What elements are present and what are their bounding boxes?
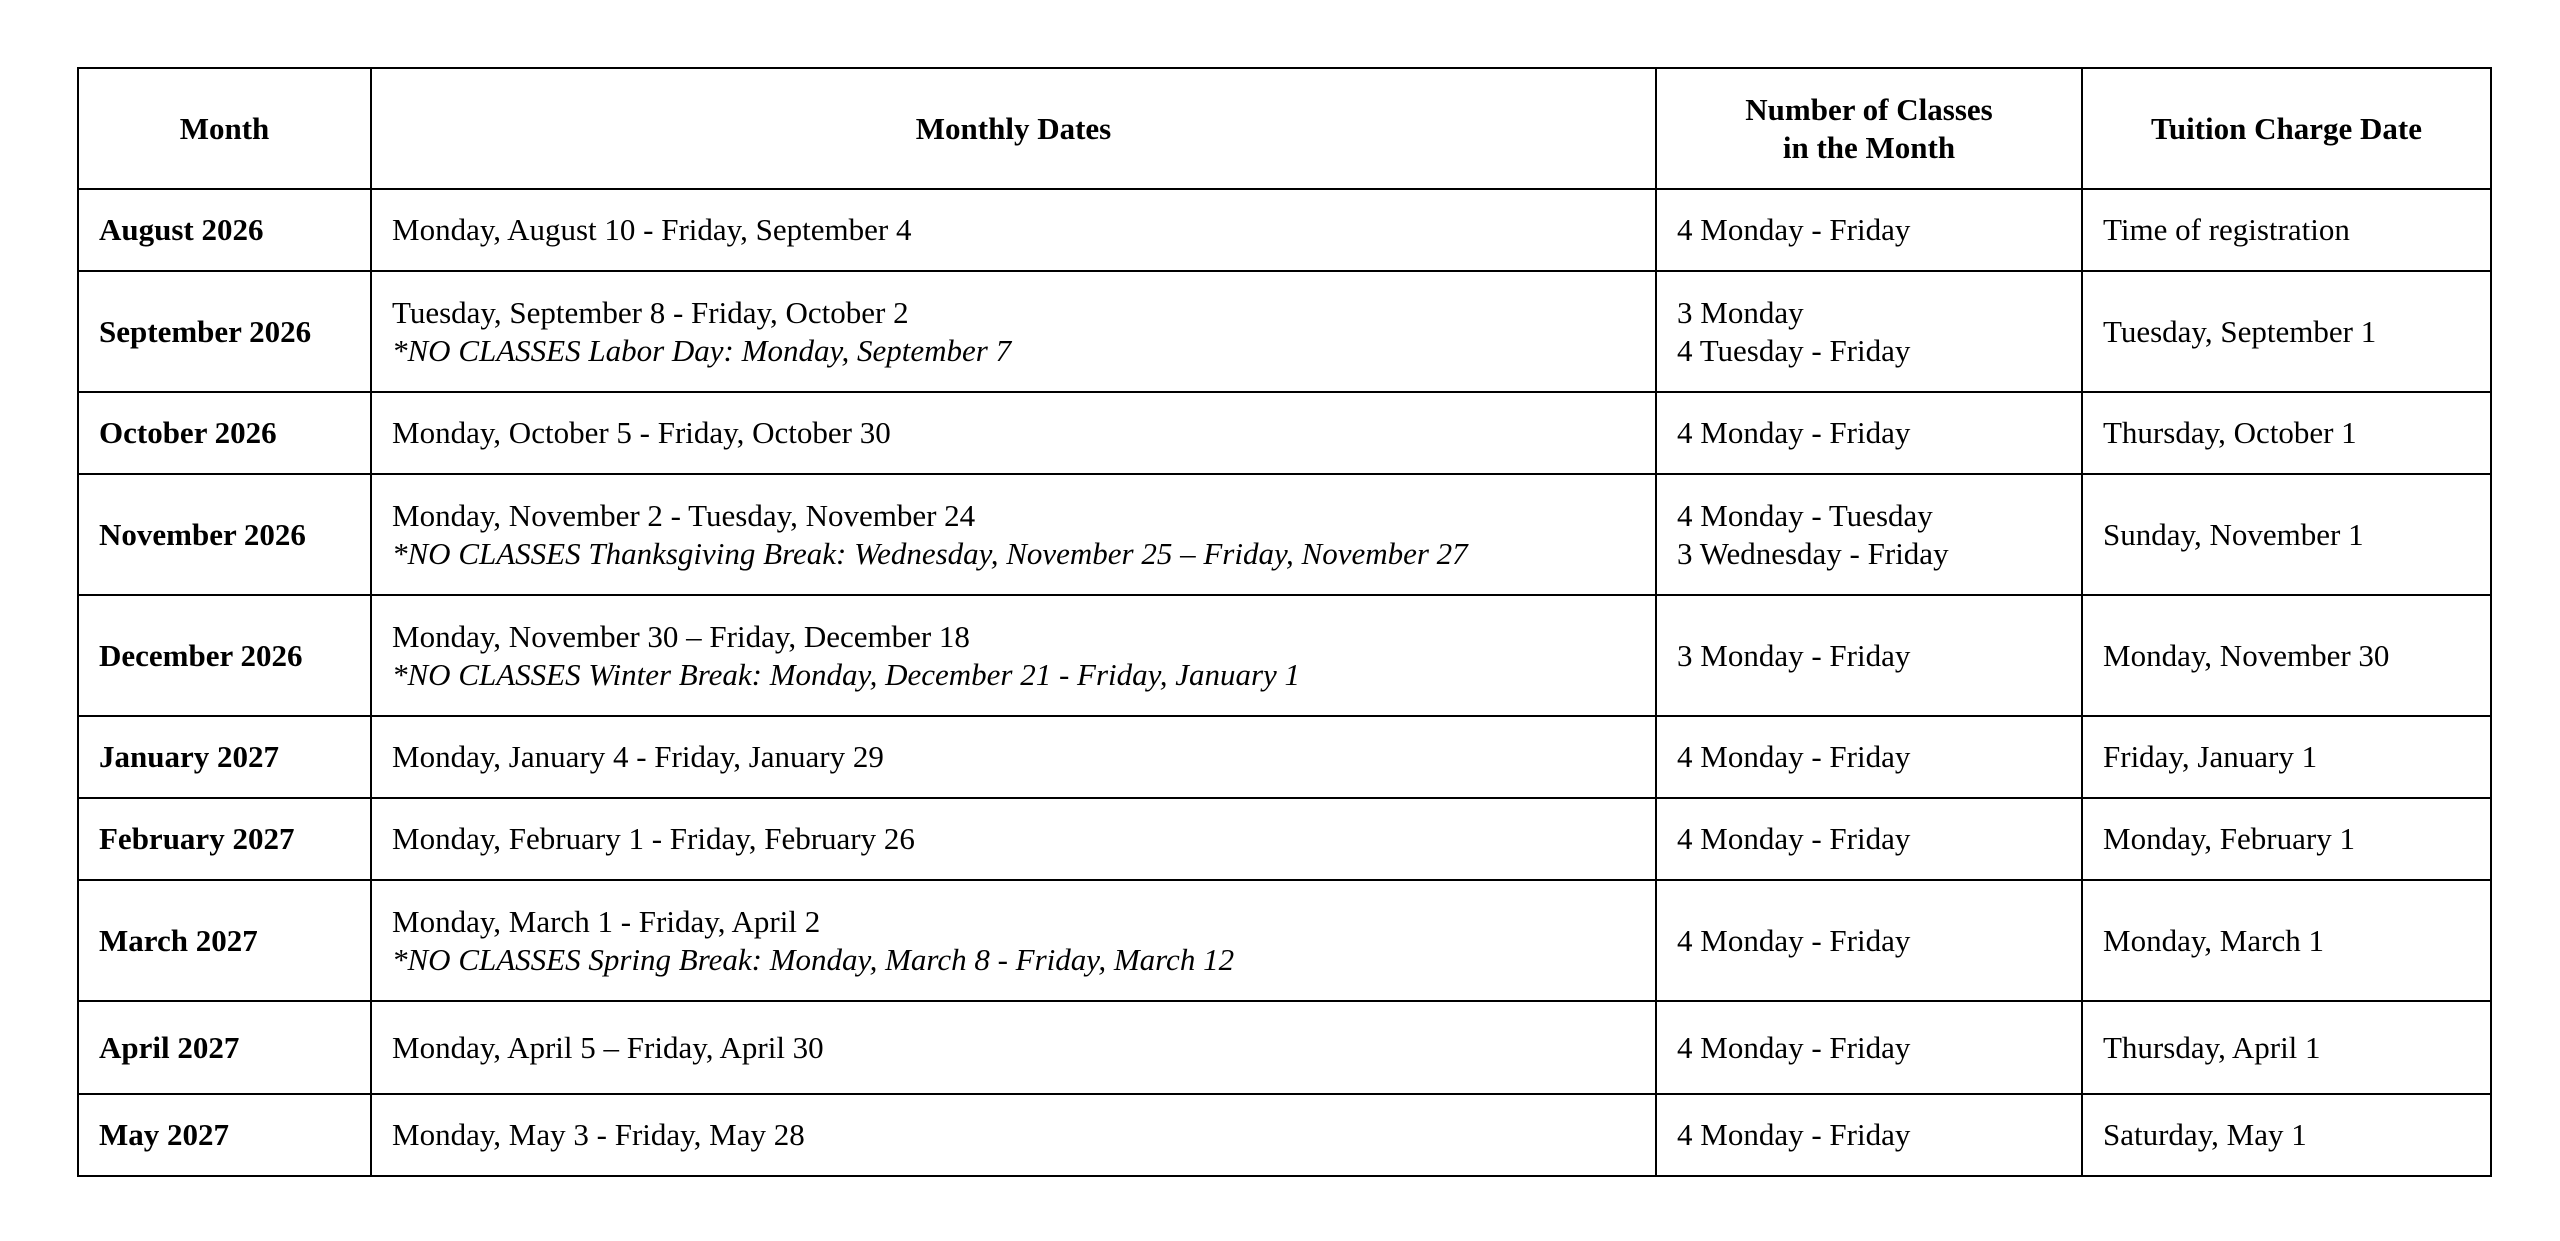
no-classes-note: *NO CLASSES Winter Break: Monday, December 21 - Friday, January 1 xyxy=(392,656,1301,692)
class-count-line: 4 Monday - Friday xyxy=(1677,821,1911,856)
charge-date-cell: Sunday, November 1 xyxy=(2082,474,2491,595)
table-row xyxy=(78,392,2491,474)
month-cell: October 2026 xyxy=(78,392,371,474)
date-range: Monday, March 1 - Friday, April 2 xyxy=(392,903,821,939)
charge-date-cell: Time of registration xyxy=(2082,189,2491,271)
date-range: Monday, February 1 - Friday, February 26 xyxy=(392,821,915,856)
table-row xyxy=(78,798,2491,880)
header-tuition-charge-date: Tuition Charge Date xyxy=(2082,68,2491,189)
monthly-dates-cell xyxy=(371,798,1656,880)
month-cell: March 2027 xyxy=(78,880,371,1001)
date-range: Monday, January 4 - Friday, January 29 xyxy=(392,739,884,774)
month-cell: January 2027 xyxy=(78,716,371,798)
monthly-dates-cell xyxy=(371,595,1656,716)
table-row xyxy=(78,595,2491,716)
month-cell: August 2026 xyxy=(78,189,371,271)
month-cell: September 2026 xyxy=(78,271,371,392)
class-count-line: 4 Monday - Friday xyxy=(1677,1029,1911,1065)
class-count-line: 3 Wednesday - Friday xyxy=(1677,535,1949,571)
class-count-cell xyxy=(1656,880,2082,1001)
class-count-cell xyxy=(1656,189,2082,271)
charge-date-cell: Thursday, April 1 xyxy=(2082,1001,2491,1094)
class-count-line: 3 Monday - Friday xyxy=(1677,637,1911,673)
no-classes-note: *NO CLASSES Labor Day: Monday, September 7 xyxy=(392,332,1012,368)
class-count-line: 3 Monday xyxy=(1677,294,1804,330)
class-count-cell xyxy=(1656,392,2082,474)
table-row xyxy=(78,474,2491,595)
charge-date-cell: Thursday, October 1 xyxy=(2082,392,2491,474)
no-classes-note: *NO CLASSES Spring Break: Monday, March 8 - Friday, March 12 xyxy=(392,941,1235,977)
charge-date-cell: Monday, November 30 xyxy=(2082,595,2491,716)
header-number-of-classes-line1: Number of Classes xyxy=(1745,91,1993,127)
header-number-of-classes-line2: in the Month xyxy=(1782,129,1956,165)
class-count-cell xyxy=(1656,595,2082,716)
date-range: Monday, April 5 – Friday, April 30 xyxy=(392,1029,824,1065)
date-range: Monday, October 5 - Friday, October 30 xyxy=(392,415,891,450)
date-range: Tuesday, September 8 - Friday, October 2 xyxy=(392,294,909,330)
class-count-line: 4 Monday - Friday xyxy=(1677,415,1911,450)
header-number-of-classes xyxy=(1656,68,2082,189)
class-count-cell xyxy=(1656,271,2082,392)
charge-date-cell: Tuesday, September 1 xyxy=(2082,271,2491,392)
monthly-dates-cell xyxy=(371,474,1656,595)
monthly-dates-cell xyxy=(371,1001,1656,1094)
date-range: Monday, August 10 - Friday, September 4 xyxy=(392,212,912,247)
date-range: Monday, November 30 – Friday, December 18 xyxy=(392,618,970,654)
table-row xyxy=(78,1094,2491,1176)
charge-date-cell: Friday, January 1 xyxy=(2082,716,2491,798)
month-cell: February 2027 xyxy=(78,798,371,880)
date-range: Monday, November 2 - Tuesday, November 24 xyxy=(392,497,976,533)
class-count-line: 4 Monday - Friday xyxy=(1677,739,1911,774)
class-count-cell xyxy=(1656,474,2082,595)
header-month: Month xyxy=(78,68,371,189)
no-classes-note: *NO CLASSES Thanksgiving Break: Wednesday, November 25 – Friday, November 27 xyxy=(392,535,1468,571)
table-row xyxy=(78,271,2491,392)
date-range: Monday, May 3 - Friday, May 28 xyxy=(392,1117,805,1152)
monthly-dates-cell xyxy=(371,880,1656,1001)
tuition-schedule-table xyxy=(77,67,2492,1177)
charge-date-cell: Monday, March 1 xyxy=(2082,880,2491,1001)
monthly-dates-cell xyxy=(371,392,1656,474)
monthly-dates-cell xyxy=(371,1094,1656,1176)
class-count-line: 4 Monday - Friday xyxy=(1677,922,1911,958)
table-row xyxy=(78,1001,2491,1094)
header-monthly-dates: Monthly Dates xyxy=(371,68,1656,189)
header-row xyxy=(78,68,2491,189)
table-row xyxy=(78,880,2491,1001)
class-count-line: 4 Monday - Friday xyxy=(1677,212,1911,247)
month-cell: April 2027 xyxy=(78,1001,371,1094)
monthly-dates-cell xyxy=(371,271,1656,392)
class-count-cell xyxy=(1656,1094,2082,1176)
monthly-dates-cell xyxy=(371,189,1656,271)
class-count-cell xyxy=(1656,716,2082,798)
class-count-line: 4 Monday - Friday xyxy=(1677,1117,1911,1152)
month-cell: November 2026 xyxy=(78,474,371,595)
month-cell: May 2027 xyxy=(78,1094,371,1176)
class-count-line: 4 Tuesday - Friday xyxy=(1677,332,1911,368)
table-row xyxy=(78,189,2491,271)
charge-date-cell: Monday, February 1 xyxy=(2082,798,2491,880)
class-count-line: 4 Monday - Tuesday xyxy=(1677,497,1933,533)
schedule-document xyxy=(77,67,2492,1177)
monthly-dates-cell xyxy=(371,716,1656,798)
table-row xyxy=(78,716,2491,798)
charge-date-cell: Saturday, May 1 xyxy=(2082,1094,2491,1176)
class-count-cell xyxy=(1656,1001,2082,1094)
month-cell: December 2026 xyxy=(78,595,371,716)
class-count-cell xyxy=(1656,798,2082,880)
